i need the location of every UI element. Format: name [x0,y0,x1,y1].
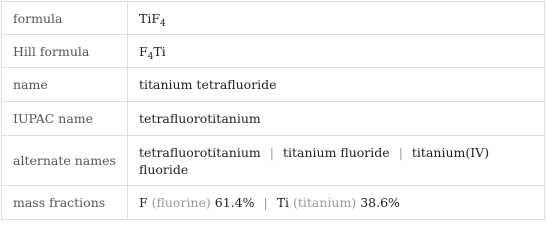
alt-name-3: titanium(IV) [411,144,490,160]
table-row-alternate-names [2,136,545,186]
table-row-formula [2,2,545,35]
value-formula [128,2,545,35]
hill-part-b: Ti [153,43,166,59]
element-name-fluorine: (fluorine) [151,195,211,210]
table-row-hill-formula [2,35,545,68]
separator: | [398,144,403,160]
table-row-name [2,68,545,102]
label-name: name [2,68,128,102]
formula-subscript: 4 [160,18,166,29]
value-alternate-names [128,136,545,186]
value-mass-fractions [128,186,545,220]
label-alternate-names: alternate names [2,136,128,186]
label-formula: formula [2,2,128,35]
value-iupac-name: tetrafluorotitanium [128,102,545,136]
alt-name-3-continued: fluoride [139,161,189,177]
element-symbol-f: F [139,195,148,210]
table-row-mass-fractions [2,186,545,220]
separator: | [269,144,274,160]
element-name-titanium: (titanium) [293,195,357,210]
label-iupac-name: IUPAC name [2,102,128,136]
table-row-iupac-name [2,102,545,136]
mass-fraction-ti: 38.6% [360,195,400,210]
hill-subscript: 4 [147,51,154,62]
value-name: titanium tetrafluoride [128,68,545,102]
formula-main: TiF [139,10,161,26]
properties-table [1,1,545,220]
element-symbol-ti: Ti [276,195,290,210]
label-hill-formula: Hill formula [2,35,128,68]
mass-fraction-f: 61.4% [214,195,255,210]
label-mass-fractions: mass fractions [2,186,128,220]
value-hill-formula [128,35,545,68]
alt-name-1: tetrafluorotitanium [139,144,261,160]
alt-name-2: titanium fluoride [282,144,390,160]
separator: | [263,195,268,210]
hill-part-a: F [139,43,148,59]
